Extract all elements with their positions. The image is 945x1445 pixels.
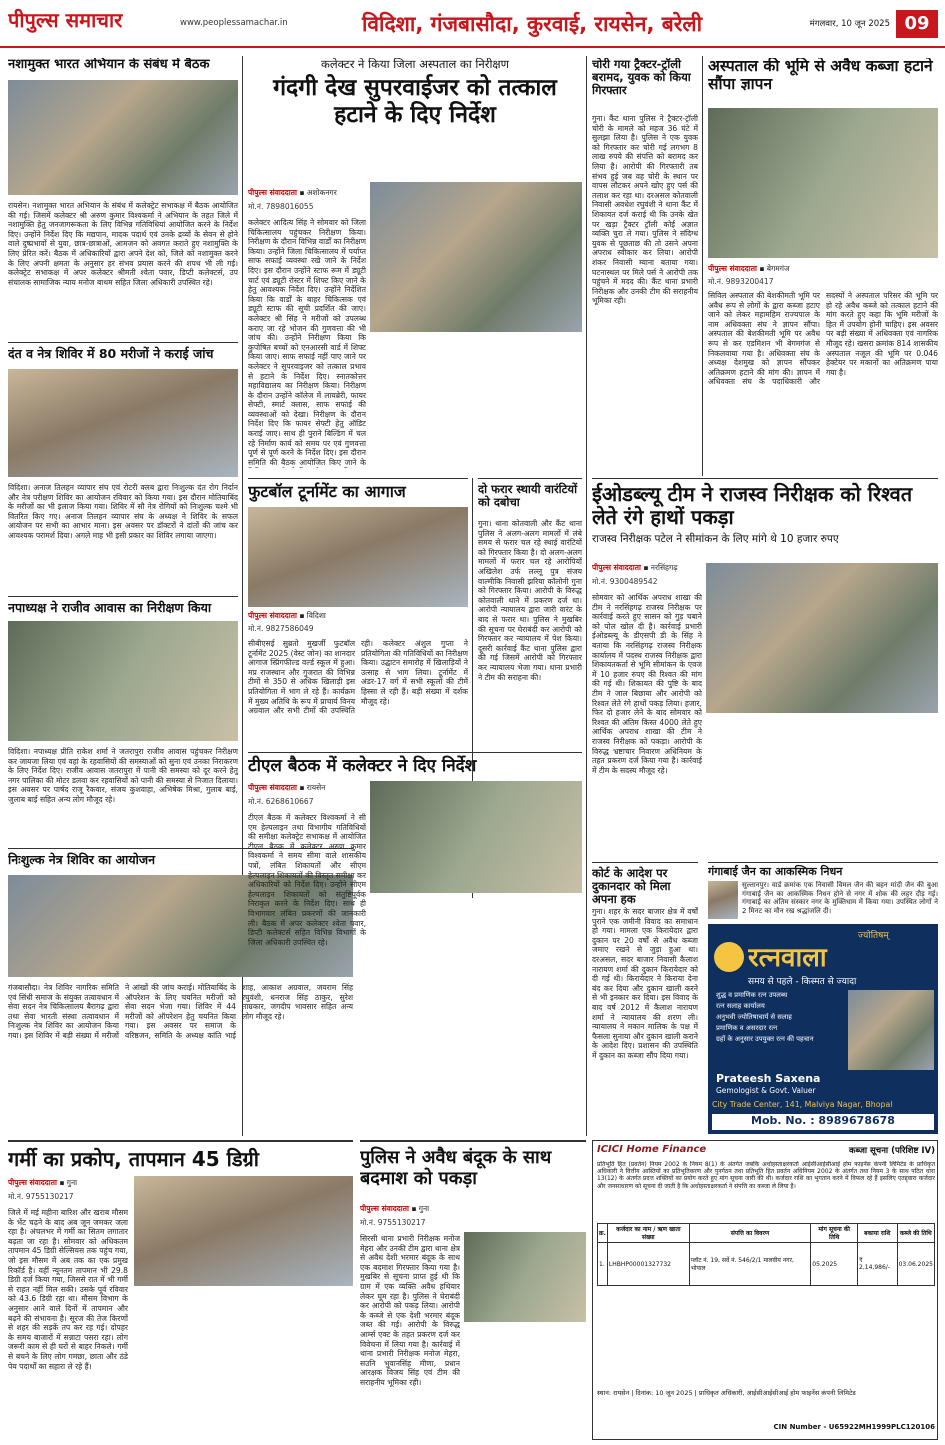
reporter-mobile: मो.नं. 9893200417 bbox=[708, 277, 774, 286]
column-rule bbox=[586, 56, 587, 1136]
obituary-photo bbox=[708, 881, 738, 919]
table-header-row bbox=[598, 1224, 935, 1243]
notice-body: प्रतिभूति हित (प्रवर्तन) नियम 2002 के नियम 8(1) के अंतर्गत जबकि अधोहस्ताक्षरकर्ता आईसीआईसीआई होम फाइनेंस कंपनी लिमिटेड के प्राधिकृत अधिकारी ने वित्तीय आस्तियों का प्रतिभूतिकरण और पुनर्गठन तथा प्रतिभूति हित प्रवर्तन अधिनियम 2002 के अंतर्गत तथा नियम 3 के साथ पठित धारा 13(12) के अंतर्गत प्रदत्त शक्तियों का प्रयोग करते हुए मांग सूचना जारी की थी। कर्जदार राशि का भुगतान करने में विफल रहे हैं इसलिए एतद्द्वारा कर्जदार और जनसाधारण को सूचना दी जाती है कि अधोहस्ताक्षरकर्ता ने संपत्ति का कब्जा ले लिया है। bbox=[597, 1161, 935, 1190]
headline: गंदगी देख सुपरवाईजर को तत्काल हटाने के दिए निर्देश bbox=[273, 75, 557, 128]
reporter-mobile: मो.नं. 9755130217 bbox=[8, 1192, 74, 1201]
table-header: बकाया राशि bbox=[858, 1224, 898, 1243]
notice-table bbox=[597, 1223, 935, 1286]
table-cell: 1. bbox=[598, 1243, 608, 1286]
headline: चोरी गया ट्रैक्टर-ट्रॉली बरामद, युवक को किया गिरफ्तार bbox=[592, 58, 691, 98]
article-body: कलेक्टर आदित्य सिंह ने सोमवार को जिला चिकित्सालय पहुंचकर निरीक्षण किया। निरीक्षण के दौरान विभिन्न वार्डों का निरीक्षण किया। उन्होंने जिला चिकित्सालय में पर्याप्त साफ सफाई व्यवस्था रखे जाने के निर्देश दिए। इस दौरान उन्होंने स्टाफ रूम में ड्यूटी चार्ट एवं ड्यूटी रोस्टर में शिफ्ट किए जाने के हेतु आवश्यक निर्देश दिए। उन्होंने निर्देशित किया कि वार्डों के बाहर चिकित्सक एवं ड्यूटी स्टाफ की सूची प्रदर्शित की जाए। कलेक्टर श्री सिंह ने मरीजों को उपलब्ध कराए जा रहे भोजन की गुणवत्ता की भी जांच की। उन्होंने निरीक्षण किया कि कुपोषित बच्चों को एनआरसी वार्ड में शिफ्ट किया जाए। साफ सफाई नहीं पाए जाने पर कलेक्टर ने सुपरवाइजर को तत्काल प्रभाव से हटाने के निर्देश दिए। स्नातकोत्तर महाविद्यालय का निरीक्षण किया। निरीक्षण के दौरान उन्होंने कॉलेज में लायब्रेरी, फायर सेफ्टी, स्मार्ट क्लास, साफ सफाई की व्यवस्थाओं को देखा। निरीक्षण के दौरान निर्देश दिए कि फायर सेफ्टी हेतु ऑडिट कराई जाए। साथ ही पुराने बिल्डिंग में चल रहे निर्माण कार्य को समय पर एवं गुणवत्ता पूर्ण से पूर्ण करने के निर्देश दिए। इस दौरान समिति की बैठक आयोजित किए जाने के bbox=[248, 218, 366, 467]
table-cell: 03.06.2025 bbox=[897, 1243, 934, 1286]
ad-address: City Trade Center, 141, Malviya Nagar, Bhopal bbox=[712, 1100, 893, 1109]
kicker: राजस्व निरीक्षक पटेल ने सीमांकन के लिए मांगे थे 10 हजार रुपए bbox=[592, 533, 839, 545]
article-court-order bbox=[592, 862, 698, 1136]
table-cell: 05.2025 bbox=[811, 1243, 858, 1286]
website-link[interactable]: www.peoplessamachar.in bbox=[180, 18, 288, 28]
news-photo bbox=[370, 781, 582, 893]
notice-cin: CIN Number - U65922MH1999PLC120106 bbox=[773, 1423, 935, 1431]
reporter-mobile: मो.नं. 7898016055 bbox=[248, 202, 314, 211]
news-photo bbox=[370, 182, 582, 332]
article-rajiv-awas bbox=[8, 596, 238, 846]
news-photo bbox=[8, 80, 238, 195]
reporter-mobile: मो.नं. 6268610667 bbox=[248, 797, 314, 806]
byline: पीपुल्स संवाददाता ▪ गुना bbox=[8, 1178, 78, 1187]
article-body: सोमवार को आर्थिक अपराध शाखा की टीम ने नरसिंहगढ़ राजस्व निरीक्षक पर कार्रवाई करते हुए सासन को गुड़ चबाने को पोल खोल दी है। कार्रवाई प्रभारी ईओडब्ल्यू के डीएसपी डी के सिंह ने बताया कि नरसिंहगढ़ राजस्व निरीक्षक कार्यालय में पदस्थ राजस्व निरीक्षक द्वारा शिकायतकर्ता से भूमि सीमांकन के एवज में 10 हजार रुपए की रिश्वत की मांग की गई थी। शिकायत की पुष्टि के बाद टीम ने जाल बिछाया और आरोपी को रिश्वत लेते रंगे हाथों पकड़ लिया। हजार, फिर दो हजार लेने के बाद सोमवार को रिश्वत की अंतिम किस्त 4000 लेते हुए आर्थिक अपराध शाखा की टीम ने राजस्व निरीक्षक को पकड़ा। आरोपी के विरुद्ध भ्रष्टाचार निवारण अधिनियम के तहत प्रकरण दर्ज किया गया है। कार्रवाई में टीम के सदस्य मौजूद रहे। bbox=[592, 593, 702, 775]
headline: अस्पताल की भूमि से अवैध कब्जा हटाने सौंपा ज्ञापन bbox=[708, 58, 933, 93]
column-rule bbox=[702, 56, 703, 476]
news-photo bbox=[8, 369, 238, 477]
logo-text: पीपुल्स समाचार bbox=[8, 8, 123, 32]
reporter-mobile: मो.नं. 9755130217 bbox=[360, 1218, 426, 1227]
table-header: संपत्ति का विवरण bbox=[689, 1224, 811, 1243]
issue-date: मंगलवार, 10 जून 2025 bbox=[809, 19, 890, 29]
article-tractor-theft bbox=[592, 58, 698, 476]
headline: निःशुल्क नेत्र शिविर का आयोजन bbox=[8, 852, 156, 867]
headline: दंत व नेत्र शिविर में 80 मरीजों ने कराई जांच bbox=[8, 346, 214, 361]
byline: पीपुल्स संवाददाता ▪ गुना bbox=[360, 1204, 430, 1213]
article-body: रायसेन। नशामुक्त भारत अभियान के संबंध में कलेक्ट्रेट सभाकक्ष में बैठक आयोजित की गई। जिसमें कलेक्टर श्री अरुण कुमार विश्वकर्मा ने अभियान के तहत जिले में नशामुक्ति हेतु जनजागरूकता के लिए विभिन्न गतिविधियां आयोजित करने के निर्देश दिए। उन्होंने निर्देश दिए कि मद्यपान, मादक पदार्थ एवं उनके द्रव्यों के सेवन से होने वाले दुष्प्रभावों से युवा, छात्र-छात्राओं, आमजन को अवगत कराते हुए नशामुक्ति के लिए प्रेरित करें। बैठक में अधिकारियों द्वारा अपने देश को, जिले को नशामुक्त करने के लिए अपनी क्षमता के अनुसार हर संभव प्रयास करने की शपथ भी ली गई। कलेक्ट्रेट सभाकक्ष में अपर कलेक्टर श्रीमती श्वेता पवार, डिप्टी कलेक्टर्स, उप संचालक सामाजिक न्याय मनोज बाथम सहित जिला अधिकारी उपस्थित रहे। bbox=[8, 201, 238, 287]
advertisement-ratnawala[interactable] bbox=[708, 924, 938, 1134]
article-hospital-inspection bbox=[248, 58, 582, 470]
news-photo bbox=[248, 507, 468, 607]
byline: पीपुल्स संवाददाता ▪ अशोकनगर bbox=[248, 188, 337, 197]
table-cell: LHBHP00001327732 bbox=[607, 1243, 689, 1286]
table-row bbox=[598, 1243, 935, 1286]
news-photo bbox=[708, 108, 938, 258]
headline: टीएल बैठक में कलेक्टर ने दिए निर्देश bbox=[248, 756, 477, 776]
legal-notice-icici bbox=[592, 1140, 938, 1440]
notice-brand: ICICI Home Finance bbox=[597, 1144, 707, 1155]
notice-footer: स्थान: रायसेन | दिनांक: 10 जून 2025 | प्राधिकृत अधिकारी, आईसीआईसीआई होम फाइनेंस कंपनी लिमिटेड bbox=[597, 1389, 856, 1397]
news-photo bbox=[706, 563, 938, 713]
table-cell: प्लॉट नं. 19, सर्वे नं. 546/2/1 मालवीय नगर, भोपाल bbox=[689, 1243, 811, 1286]
headline: ईओडब्ल्यू टीम ने राजस्व निरीक्षक को रिश्वत लेते रंगे हाथों पकड़ा bbox=[592, 482, 913, 529]
table-header: कर्जदार का नाम / ऋण खाता संख्या bbox=[607, 1224, 689, 1243]
article-body: गुना। थाना कोतवाली और कैंट थाना पुलिस ने अलग-अलग मामलों में लंबे समय से फरार चल रहे स्थाई वारंटियों को गिरफ्तार किया है। दो अलग-अलग मामलों में फरार चल रहे आरोपियों अखिलेश उर्फ लल्लू पुत्र संजय वाल्मीकि निवासी झरिया कॉलोनी गुना को गिरफ्तार किया। आरोपी के विरुद्ध कोतवाली थाने में प्रकरण दर्ज था। आरोपी न्यायालय द्वारा जारी वारंट के बाद से फरार था। पुलिस ने मुखबिर की सूचना पर घेराबंदी कर आरोपी को गिरफ्तार कर न्यायालय में पेश किया। दूसरी कार्रवाई कैंट थाना पुलिस द्वारा की गई जिसमें आरोपी को गिरफ्तार कर न्यायालय भेजा गया। थाना प्रभारी ने टीम की सराहना की। bbox=[478, 519, 582, 682]
masthead bbox=[0, 0, 945, 48]
article-body: विदिशा। अनाज तिलहन व्यापार संघ एवं रोटरी क्लब द्वारा निःशुल्क दंत रोग निर्दान और नेत्र परीक्षण शिविर का आयोजन रविवार को किया गया। इस दौरान मोतियाबिंद के मरीजों का भी इलाज किया गया। शिविर में सौ नेत्र रोगियों को निःशुल्क चश्मे भी वितरित किए गए। अनाज तिलहन व्यापार संघ के अध्यक्ष ने शिविर के सफल आयोजन पर सभी का आभार माना। इस अवसर पर डॉक्टरों ने दांतों की जांच कर आवश्यक परामर्श दिया। अगले माह भी इसी प्रकार का शिविर लगाया जाएगा। bbox=[8, 483, 238, 540]
headline: नपाध्यक्ष ने राजीव आवास का निरीक्षण किया bbox=[8, 600, 212, 615]
table-header: क्र. bbox=[598, 1224, 608, 1243]
ad-tagline: समय से पहले - किस्मत से ज्यादा bbox=[748, 977, 857, 986]
city-banner: विदिशा, गंजबासौदा, कुरवाई, रायसेन, बरेली bbox=[361, 12, 703, 36]
headline: फुटबॉल टूर्नामेंट का आगाज bbox=[248, 482, 406, 501]
byline: पीपुल्स संवाददाता ▪ नरसिंहगढ़ bbox=[592, 563, 678, 572]
article-body: टीएल बैठक में कलेक्टर विश्वकर्मा ने सी एम हेल्पलाइन तथा विभागीय गतिविधियों की समीक्षा कलेक्ट्रेट सभाकक्ष में आयोजित टीएल बैठक में कलेक्टर अरुण कुमार विश्वकर्मा ने समय सीमा वाले शासकीय पत्रों, लंबित शिकायतों और सीएम हेल्पलाइन शिकायतों की विस्तृत समीक्षा कर अधिकारियों को निर्देश दिए। उन्होंने सीएम हेल्पलाइन शिकायतों को संतुष्टिपूर्वक निराकृत करने के निर्देश दिए। साथ ही विभागवार लंबित प्रकरणों की जानकारी ली। बैठक में अपर कलेक्टर श्वेता पवार, डिप्टी कलेक्टर्स सहित विभिन्न विभागों के जिला अधिकारी उपस्थित रहे। bbox=[248, 813, 366, 947]
headline: पुलिस ने अवैध बंदूक के साथ बदमाश को पकड़ा bbox=[360, 1147, 552, 1189]
notice-title: कब्जा सूचना (परिशिष्ट IV) bbox=[849, 1146, 935, 1156]
article-warrantees bbox=[478, 478, 582, 748]
headline: कोर्ट के आदेश पर दुकानदार को मिला अपना हक bbox=[592, 866, 671, 907]
ad-points: शुद्ध व प्रमाणिक रत्न उपलब्ध रत्न सलाह कार्यालय अनुभवी ज्योतिषाचार्य से सलाह प्रमाणिक व असरदार रत्न ग्रहों के अनुसार उपयुक्त रत्न की पहचान bbox=[716, 991, 814, 1043]
article-tl-meeting bbox=[248, 752, 582, 1136]
article-hospital-land bbox=[708, 58, 938, 476]
article-body: सुल्तानपुर। वार्ड क्रमांक एक निवासी विमल जैन की बहन मांदी जैन की बुआ गंगाबाई जैन का आकस्मिक निधन होने से नगर में शोक की लहर दौड़ गई। गंगाबाई का अंतिम संस्कार नगर के मुक्तिधाम में किया गया। उपस्थित लोगों ने 2 मिनट का मौन रख श्रद्धांजलि दी। bbox=[742, 881, 938, 915]
article-obituary bbox=[708, 862, 938, 922]
article-body: गुना। शहर के सदर बाजार क्षेत्र में वर्षों पुराने एक जमीनी विवाद का समाधान हो गया। मामला एक किरायेदार द्वारा दुकान पर 20 वर्षों से अवैध कब्जा जमाए रखने से जुड़ा हुआ था। दरअसल, सदर बाजार निवासी कैलाश नारायण शर्मा की दुकान किरायेदार को दी गई थी। किरायेदार ने किराया देना बंद कर दिया और दुकान खाली करने से भी इनकार कर दिया। इस विवाद के बाद वर्ष 2012 में कैलाश नारायण शर्मा ने न्यायालय की शरण ली। न्यायालय ने मकान मालिक के पक्ष में फैसला सुनाया और दुकान खाली कराने के आदेश दिए। प्रशासन की उपस्थिति में दुकान का कब्जा सौंप दिया गया। bbox=[592, 907, 698, 1060]
table-cell: ₹ 2,14,986/- bbox=[858, 1243, 898, 1286]
headline: गंगाबाई जैन का आकस्मिक निधन bbox=[708, 865, 843, 878]
article-eow-bribery bbox=[592, 478, 938, 858]
table-header: कब्जे की तिथि bbox=[897, 1224, 934, 1243]
ad-mobile[interactable]: Mob. No. : 8989678678 bbox=[712, 1114, 934, 1130]
table-header: मांग सूचना की तिथि bbox=[811, 1224, 858, 1243]
article-body: जिले में मई महीना बारिश और खराब मौसम के भेंट चढ़ने के बाद अब जून जमकर जला रहा है। अंचलभर में गर्मी का सितम लगातार बढ़ता जा रहा है। सोमवार को अधिकतम तापमान 45 डिग्री सेल्सियस तक पहुंच गया, जो इस मौसम में अब तक का एक प्रमुख रिकॉर्ड है। वहीं न्यूनतम तापमान भी 29.8 डिग्री दर्ज किया गया, जिससे रात में भी गर्मी से राहत नहीं मिल सकी। उसके पूर्व रविवार को 43.6 डिग्री रहा था। मौसम विभाग के अनुसार आने वाले दिनों में तापमान और बढ़ने की संभावना है। सूरज की तेज किरणों से शहर की सड़कें तप कर रह गई। दोपहर के समय बाजारों में सन्नाटा पसरा रहा। लोग जरूरी काम से ही घरों से बाहर निकले। गर्मी से बचने के लिए लोग गमछा, छाता और ठंडे पेय पदार्थों का सहारा ले रहे हैं। bbox=[8, 1208, 128, 1371]
ad-role: Gemologist & Govt. Valuer bbox=[716, 1086, 816, 1095]
article-football bbox=[248, 478, 468, 748]
article-body: विदिशा। नपाध्यक्ष प्रीति राकेश शर्मा ने जतरापुरा राजीव आवास पहुंचकर निरीक्षण कर जायजा लिया एवं वहां के रहवासियों की समस्याओं को सुना एवं उनका निराकरण के लिए निर्देश दिए। राजीव आवास जतरापुरा में पानी की समस्या को दूर करने हेतु नगर पालिका की मोटर डलवा कर रहवासियों को पानी की समस्या से निजात दिलाया। इस अवसर पर पार्षद राजू रैकवार, संजय कुशवाहा, अभिषेक मिश्रा, गुलाब बाई, जुलाब बाई सहित अन्य लोग मौजूद रहे। bbox=[8, 747, 238, 804]
article-heatwave bbox=[8, 1140, 353, 1440]
article-body: सिरसी थाना प्रभारी निरीक्षक मनोज मेहरा और उनकी टीम द्वारा थाना क्षेत्र से अवैध देशी भरमार बंदूक के साथ एक बदमाश गिरफ्तार किया गया है। मुखबिर से सूचना प्राप्त हुई थी कि ग्राम में एक व्यक्ति अवैध हथियार लेकर घूम रहा है। पुलिस ने घेराबंदी कर आरोपी को पकड़ लिया। आरोपी के कब्जे से एक देशी भरमार बंदूक जब्त की गई। आरोपी के विरुद्ध आर्म्स एक्ट के तहत प्रकरण दर्ज कर विवेचना में लिया गया है। कार्रवाई में थाना प्रभारी निरीक्षक मनोज मेहरा, सउनि भुवानसिंह मीणा, प्रधान आरक्षक विजय सिंह एवं टीम की सराहनीय भूमिका रही। bbox=[360, 1234, 460, 1387]
article-body: सीबीएसई सुब्रतो मुखर्जी फुटबॉल टूर्नामेंट 2025 (वेस्ट जोन) का शानदार आगाज स्प्रिंगफील्ड वर्ल्ड स्कूल में हुआ। मप्र राजस्थान और गुजरात की विभिन्न टीमों से 350 से अधिक खिलाड़ी इस प्रतियोगिता में भाग ले रहे हैं। कार्यक्रम में मुख्य अतिथि के रूप में प्राचार्य विनय अग्रवाल और सभी टीमों की उपस्थिति रही। कलेक्टर अंशुल गुप्ता ने प्रतियोगिता की गतिविधियों का निरीक्षण किया। उद्घाटन समारोह में खिलाड़ियों ने उत्साह से भाग लिया। टूर्नामेंट में अंडर-17 वर्ग में सभी स्कूलों की टीमें हिस्सा ले रही हैं। बड़ी संख्या में दर्शक मौजूद रहे। bbox=[248, 639, 468, 716]
article-body: गंजबासौदा। नेत्र शिविर नागरिक समिति एवं सिंधी समाज के संयुक्त तत्वावधान में सेवा सदन नेत्र चिकित्सालय बैरागढ़ द्वारा तथा सेवा भारती संस्था तत्वावधान में निःशुल्क नेत्र शिविर का आयोजन किया गया। इस शिविर में बड़ी संख्या में मरीजों ने आंखों की जांच कराई। मोतियाबिंद के ऑपरेशन के लिए चयनित मरीजों को सेवा सदन भेजा गया। शिविर में 44 मरीजों को ऑपरेशन हेतु चयनित किया गया। इस अवसर पर समाज के वरिष्ठजन, समिति के अध्यक्ष कांति भाई शाह, आकाश अग्रवाल, जयराम सिंह रघुवंशी, धनराज सिंह ठाकुर, सुरेश ताम्रकार, जगदीप भावसार सहित अन्य लोग मौजूद रहे। bbox=[8, 983, 353, 1040]
news-photo bbox=[464, 1232, 586, 1322]
newspaper-logo[interactable] bbox=[8, 6, 178, 36]
news-photo bbox=[8, 621, 238, 741]
reporter-mobile: मो.नं. 9300489542 bbox=[592, 577, 658, 586]
article-illegal-gun bbox=[360, 1140, 586, 1440]
reporter-mobile: मो.नं. 9827586049 bbox=[248, 624, 314, 633]
headline: नशामुक्त भारत अभियान के संबंध में बैठक bbox=[8, 58, 210, 72]
page-number: 09 bbox=[896, 10, 938, 38]
article-body: गुना। कैंट थाना पुलिस ने ट्रैक्टर-ट्रॉली चोरी के मामले को महज 36 घंटे में सुलझा लिया है। पुलिस ने एक युवक को गिरफ्तार कर चोरी गई लगभग 8 लाख रुपये की संपत्ति को बरामद कर लिया है। आरोपी की गिरफ्तारी तब संभव हुई जब वह चोरी के स्थान पर वापस लौटकर अपने खोए हुए पर्स की तलाश कर रहा था। दरअसल कोतवाली निवासी अवधेश रघुवंशी ने थाना कैंट में शिकायत दर्ज कराई थी कि उनके खेत पर खड़ा ट्रैक्टर ट्रॉली कोई अज्ञात व्यक्ति चुरा ले गया। पुलिस ने संदिग्ध युवक से पूछताछ की तो उसने अपना अपराध स्वीकार कर लिया। आरोपी शंकर निवासी म्याना बताया गया। घटनास्थल पर मिले पर्स ने आरोपी तक पहुंचने में मदद की। कैंट थाना प्रभारी निरीक्षक और उनकी टीम की सराहनीय भूमिका रही। bbox=[592, 114, 698, 306]
headline: गर्मी का प्रकोप, तापमान 45 डिग्री bbox=[8, 1147, 259, 1171]
ad-logo-icon bbox=[714, 942, 744, 972]
ad-person-photo bbox=[848, 990, 934, 1070]
ad-brand-small: ज्योतिषम् bbox=[858, 931, 889, 940]
article-body: सिविल अस्पताल की बेशकीमती भूमि पर अवैध रूप से लोगों के द्वारा कब्जा हटाए जाने को लेकर महामहिम राज्यपाल के नाम अधिवक्ता संघ ने ज्ञापन सौंपा। अस्पताल की बेशकीमती भूमि पर अवैध रूप से कर एडमिशन भी बेगमगंज से निकलवाया गया है। अधिवक्ता संघ के अध्यक्ष देशमुख को ज्ञापन सौंपकर अतिक्रमण हटाने की मांग की। ज्ञापन में अधिवक्ता संघ के पदाधिकारी और सदस्यों ने अस्पताल परिसर की भूमि पर हो रहे अवैध कब्जे को तत्काल हटाने की मांग करते हुए कहा कि भूमि मरीजों के हित में उपयोग होनी चाहिए। इस अवसर पर बड़ी संख्या में अधिवक्ता एवं नागरिक मौजूद रहे। खसरा क्रमांक 814 शासकीय अस्पताल नजूल की भूमि पर 0.046 हेक्टेयर पर मकानों का अतिक्रमण पाया गया है। bbox=[708, 291, 938, 387]
news-photo bbox=[134, 1176, 353, 1286]
byline: पीपुल्स संवाददाता ▪ रायसेन bbox=[248, 783, 326, 792]
ad-name: Prateesh Saxena bbox=[716, 1072, 821, 1085]
byline: पीपुल्स संवाददाता ▪ बेगमगंज bbox=[708, 264, 790, 273]
ad-brand: रत्नवाला bbox=[748, 943, 827, 972]
article-nasha-mukt bbox=[8, 58, 238, 338]
kicker: कलेक्टर ने किया जिला अस्पताल का निरीक्षण bbox=[321, 58, 509, 71]
article-dental-eye-camp bbox=[8, 342, 238, 592]
byline: पीपुल्स संवाददाता ▪ विदिशा bbox=[248, 611, 326, 620]
headline: दो फरार स्थायी वारंटियों को दबोचा bbox=[478, 482, 578, 510]
